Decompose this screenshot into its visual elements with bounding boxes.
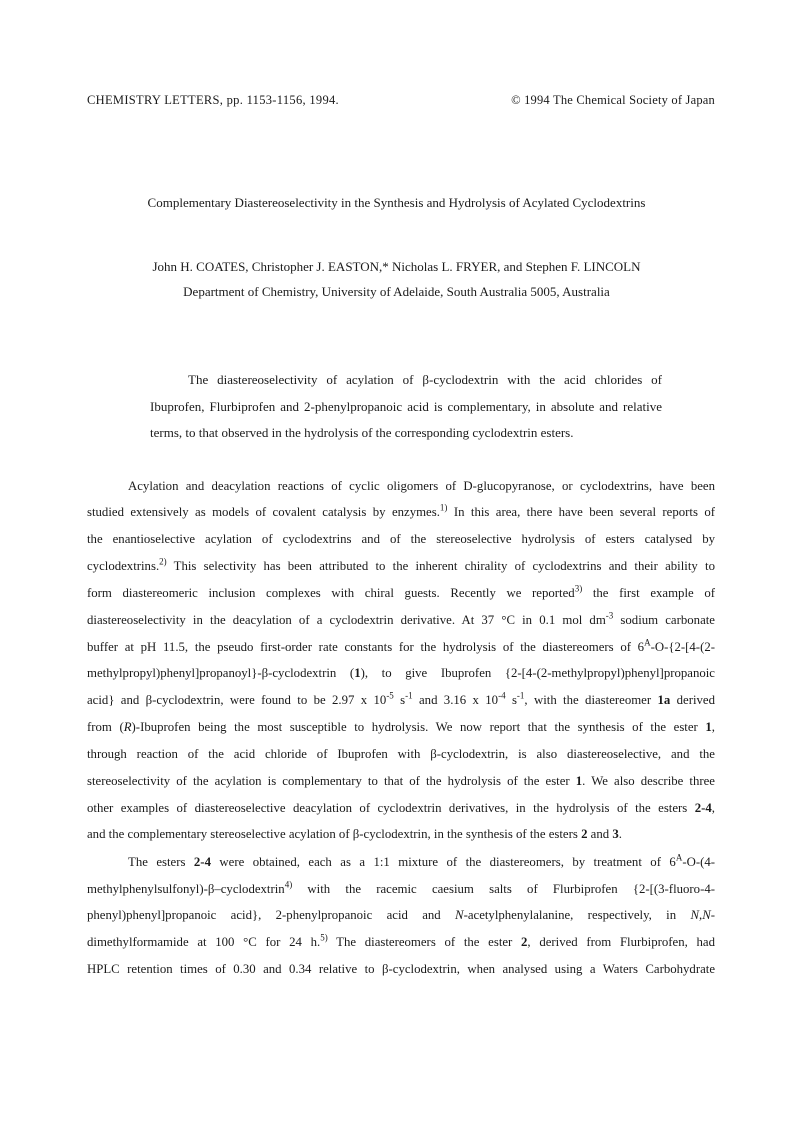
body-line: diastereoselectivity in the deacylation of a cyclodextrin derivative. At 37 °C in 0.1 mol $dm^{-3}$ sodium carbonate (87, 610, 715, 627)
copyright-notice: © 1994 The Chemical Society of Japan (511, 93, 715, 107)
body-line: cyclodextrins.$^{2)}$ This selectivity has been attributed to the inherent chirality of cyclodextrins and their ability to (87, 556, 715, 573)
journal-citation: CHEMISTRY LETTERS, pp. 1153-1156, 1994. (87, 93, 339, 107)
body-line: acid} and β-cyclodextrin, were found to be 2.97 x $10^{-5}$ $s^{-1}$ and 3.16 x $10^{-4}$ $s^{-1}$, with the diastereomer 1a derived (87, 690, 715, 707)
body-line: buffer at pH 11.5, the pseudo first-order rate constants for the hydrolysis of the diastereomers of $6^A-O-\{2-[4-(2-$ (87, 637, 715, 654)
body-line: HPLC retention times of 0.30 and 0.34 relative to β-cyclodextrin, when analysed using a Waters Carbohydrate (87, 962, 715, 976)
body-line: dimethylformamide at 100 °C for 24 h.$^{5)}$ The diastereomers of the ester 2, derived from Flurbiprofen, had (87, 932, 715, 949)
body-line: Acylation and deacylation reactions of cyclic oligomers of D-glucopyranose, or cyclodextrins, have been (128, 479, 715, 493)
body-line: form diastereomeric inclusion complexes with chiral guests. Recently we reported$^{3)}$ the first example of (87, 583, 715, 600)
body-line: and the complementary stereoselective acylation of β-cyclodextrin, in the synthesis of the esters 2 and 3. (87, 827, 622, 841)
body-line: The esters 2-4 were obtained, each as a 1:1 mixture of the diastereomers, by treatment of $6^A-O-(4-$ (128, 852, 715, 869)
body-line: phenyl)phenyl]propanoic acid}, 2-phenylpropanoic acid and N-acetylphenylalanine, respectively, in N,N- (87, 908, 715, 922)
abstract (150, 367, 662, 447)
body-line: through reaction of the acid chloride of Ibuprofen with β-cyclodextrin, is also diastereoselective, and the (87, 747, 715, 761)
body-line: from (R)-Ibuprofen being the most susceptible to hydrolysis. We now report that the synthesis of the ester 1, (87, 720, 715, 734)
body-line: other examples of diastereoselective deacylation of cyclodextrin derivatives, in the hydrolysis of the esters 2-4, (87, 801, 715, 815)
abstract-text: The diastereoselectivity of acylation of β-cyclodextrin with the acid chlorides of Ibuprofen, Flurbiprofen and 2-phenylpropanoic acid is complementary, in absolute and relative terms, to that observed in the hydrolysis of the corresponding cyclodextrin esters. (150, 372, 662, 440)
body-line: the enantioselective acylation of cyclodextrins and of the stereoselective hydrolysis of esters catalysed by (87, 532, 715, 546)
body-line: methylphenylsulfonyl)-β–cyclodextrin$^{4)}$ with the racemic caesium salts of Flurbiprofen {2-[(3-fluoro-4- (87, 879, 715, 896)
paper-title: Complementary Diastereoselectivity in the Synthesis and Hydrolysis of Acylated Cyclodextrins (147, 195, 646, 210)
body-line: methylpropyl)phenyl]propanoyl}-β-cyclodextrin (1), to give Ibuprofen {2-[4-(2-methylpropyl)phenyl]propanoic (87, 666, 715, 680)
body-line: stereoselectivity of the acylation is complementary to that of the hydrolysis of the ester 1. We also describe three (87, 774, 715, 788)
affiliation: Department of Chemistry, University of Adelaide, South Australia 5005, Australia (183, 284, 610, 299)
body-line: studied extensively as models of covalent catalysis by enzymes.$^{1)}$ In this area, there have been several reports of (87, 502, 715, 519)
author-list: John H. COATES, Christopher J. EASTON,* Nicholas L. FRYER, and Stephen F. LINCOLN (152, 259, 641, 274)
